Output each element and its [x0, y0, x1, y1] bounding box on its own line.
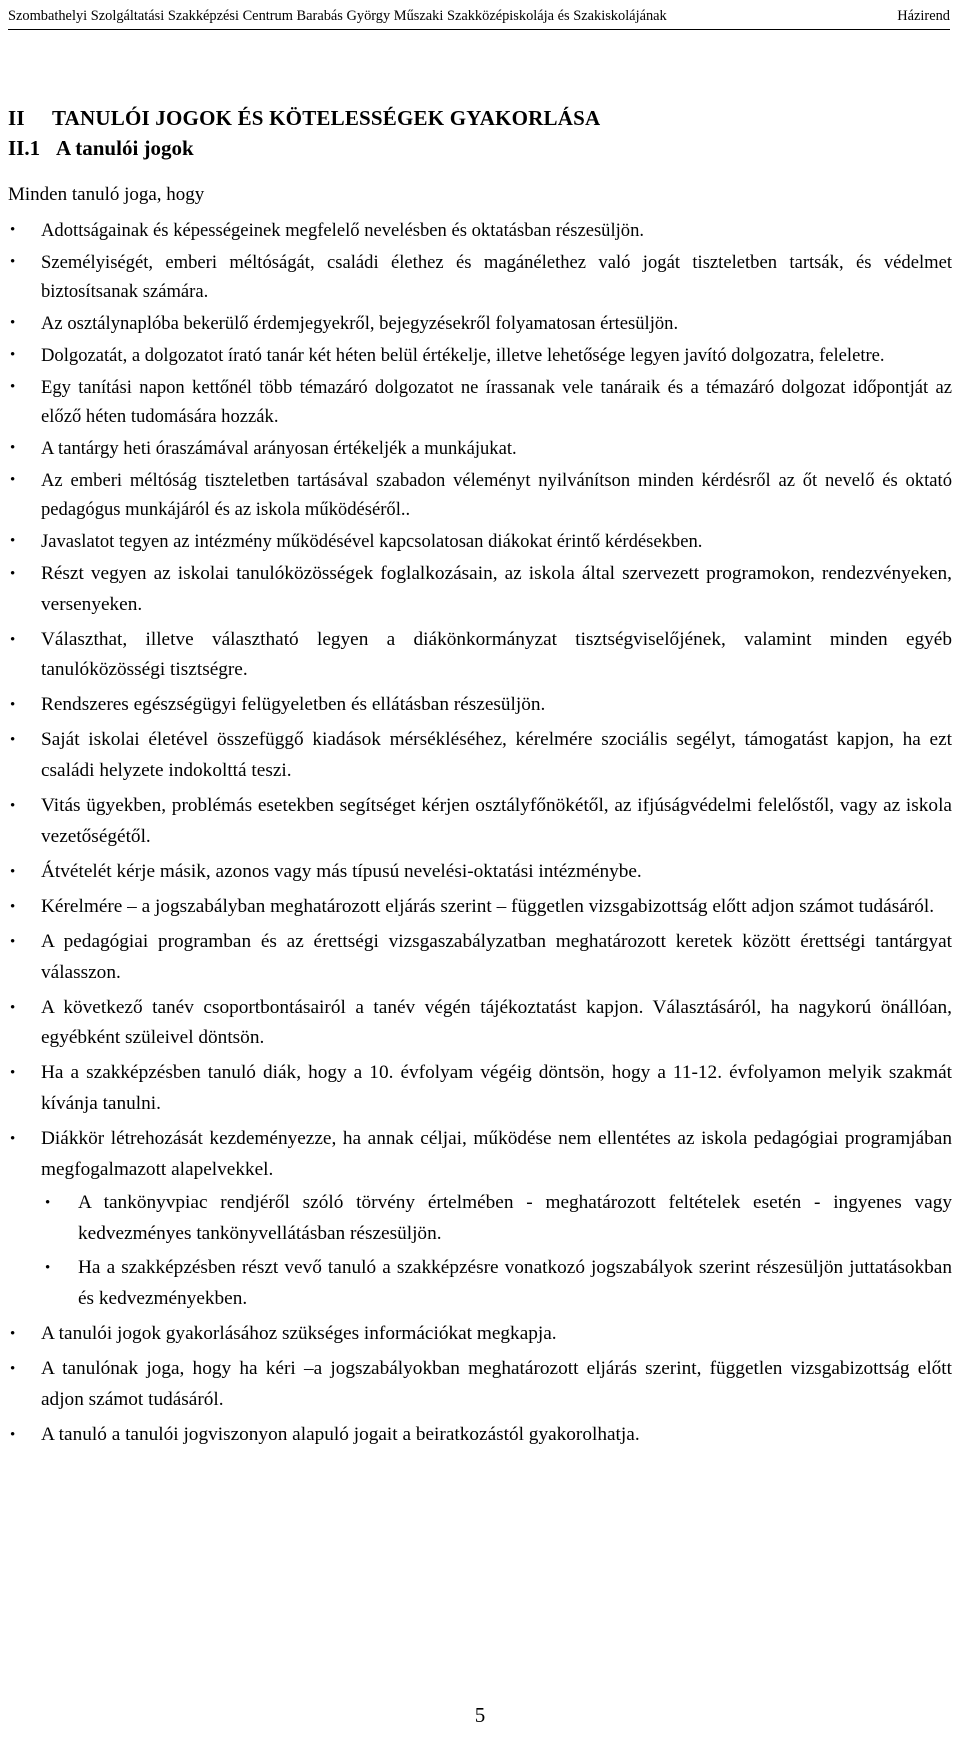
list-item: • A tantárgy heti óraszámával arányosan értékeljék a munkájukat. — [8, 434, 952, 463]
section-heading — [8, 136, 194, 161]
list-item: • Vitás ügyekben, problémás esetekben segítséget kérjen osztályfőnökétől, az ifjúságvédelmi felelőstől, vagy az iskola vezetőségétől. — [8, 791, 952, 852]
list-item: • Saját iskolai életével összefüggő kiadások mérsékléséhez, kérelmére szociális segélyt, támogatást kapjon, ha ezt családi helyzete indokolttá teszi. — [8, 725, 952, 786]
list-item: • Az osztálynaplóba bekerülő érdemjegyekről, bejegyzésekről folyamatosan értesüljön. — [8, 309, 952, 338]
intro-text: Minden tanuló joga, hogy — [8, 184, 205, 205]
list-item-with-sublist — [8, 1124, 952, 1315]
list-item: • Dolgozatát, a dolgozatot írató tanár két héten belül értékelje, illetve lehetősége legyen javító dolgozatra, feleletre. — [8, 341, 952, 370]
list-item: • A tanulói jogok gyakorlásához szükséges információkat megkapja. — [8, 1319, 952, 1350]
page-header — [8, 3, 950, 30]
section-number: II.1 — [8, 136, 41, 160]
chapter-heading — [8, 106, 600, 131]
sub-list-item: • A tankönyvpiac rendjéről szóló törvény értelmében - meghatározott feltételek esetén - ingyenes vagy kedvezményes tankönyvellátásban részesüljön. — [41, 1188, 952, 1249]
list-item: • Átvételét kérje másik, azonos vagy más típusú nevelési-oktatási intézménybe. — [8, 857, 952, 888]
list-item: • Választhat, illetve választható legyen a diákönkormányzat tisztségviselőjének, valamint minden egyéb tanulóközösségi tisztségre. — [8, 625, 952, 686]
list-item: • Kérelmére – a jogszabályban meghatározott eljárás szerint – független vizsgabizottság előtt adjon számot tudásáról. — [8, 892, 952, 923]
rights-list — [8, 216, 952, 1455]
list-item: • A tanulónak joga, hogy ha kéri –a jogszabályokban meghatározott eljárás szerint, független vizsgabizottság előtt adjon számot tudásáról. — [8, 1354, 952, 1415]
header-school-name: Szombathelyi Szolgáltatási Szakképzési Centrum Barabás György Műszaki Szakközépiskolája és Szakiskolájának — [8, 8, 667, 24]
page-number: 5 — [474, 1703, 486, 1727]
list-item: • A következő tanév csoportbontásairól a tanév végén tájékoztatást kapjon. Választásáról, ha nagykorú önállóan, egyébként szüleivel döntsön. — [8, 993, 952, 1054]
list-item: • A pedagógiai programban és az érettségi vizsgaszabályzatban meghatározott keretek között érettségi tantárgyat válasszon. — [8, 927, 952, 988]
list-item: • Javaslatot tegyen az intézmény működésével kapcsolatosan diákokat érintő kérdésekben. — [8, 527, 952, 556]
section-title: A tanulói jogok — [56, 136, 194, 160]
header-document-title: Házirend — [897, 8, 950, 24]
chapter-title: TANULÓI JOGOK ÉS KÖTELESSÉGEK GYAKORLÁSA — [52, 106, 601, 130]
list-item: • Részt vegyen az iskolai tanulóközösségek foglalkozásain, az iskola által szervezett programokon, rendezvényeken, versenyeken. — [8, 559, 952, 620]
list-item: • A tanuló a tanulói jogviszonyon alapuló jogait a beiratkozástól gyakorolhatja. — [8, 1420, 952, 1451]
list-item: • Rendszeres egészségügyi felügyeletben és ellátásban részesüljön. — [8, 690, 952, 721]
list-item: • Ha a szakképzésben tanuló diák, hogy a 10. évfolyam végéig döntsön, hogy a 11-12. évfolyamon melyik szakmát kívánja tanulni. — [8, 1058, 952, 1119]
sub-list-item: • Ha a szakképzésben részt vevő tanuló a szakképzésre vonatkozó jogszabályok szerint részesüljön juttatásokban és kedvezményekben. — [41, 1253, 952, 1314]
list-item-text: Diákkör létrehozását kezdeményezze, ha annak céljai, működése nem ellentétes az iskola pedagógiai programjában megfogalmazott alapelvekkel. — [41, 1128, 952, 1180]
list-item: • Egy tanítási napon kettőnél több témazáró dolgozatot ne írassanak vele tanáraik és a témazáró dolgozat időpontját az előző héten tudomására hozzák. — [8, 373, 952, 431]
sub-rights-list — [41, 1188, 952, 1314]
list-item: • Adottságainak és képességeinek megfelelő nevelésben és oktatásban részesüljön. — [8, 216, 952, 245]
list-item: • Az emberi méltóság tiszteletben tartásával szabadon véleményt nyilvánítson minden kérdésről az őt nevelő és oktató pedagógus munkájáról és az iskola működéséről.. — [8, 466, 952, 524]
list-item: • Személyiségét, emberi méltóságát, családi élethez és magánélethez való jogát tiszteletben tartsák, és védelmet biztosítsanak számára. — [8, 248, 952, 306]
chapter-number: II — [8, 106, 25, 130]
